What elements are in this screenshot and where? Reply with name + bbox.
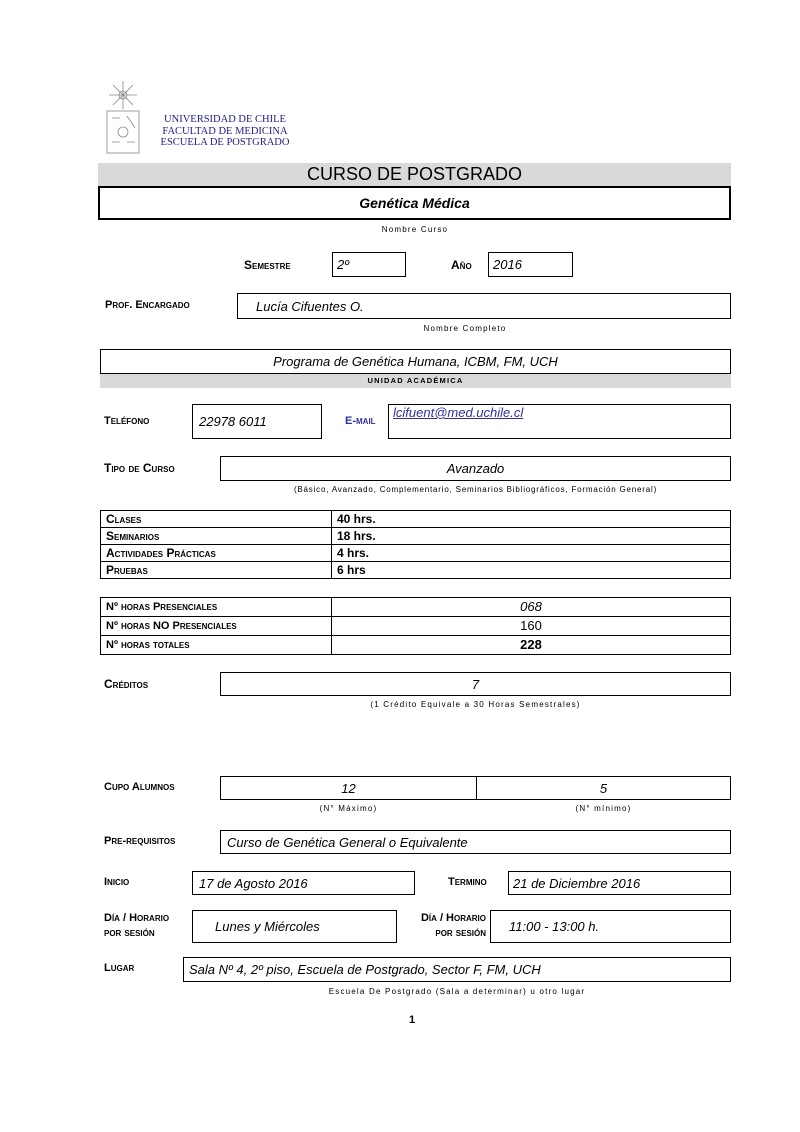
credits-field[interactable]: 7 xyxy=(220,672,731,696)
hours-value[interactable]: 4 hrs. xyxy=(332,545,731,562)
course-name-caption: Nombre Curso xyxy=(381,225,449,234)
table-row xyxy=(101,562,731,579)
schedule-label-line1: Día / Horario xyxy=(104,912,170,924)
totals-value[interactable]: 068 xyxy=(332,598,731,617)
phone-field[interactable]: 22978 6011 xyxy=(192,404,322,439)
place-caption: Escuela De Postgrado (Sala a determinar) u otro lugar xyxy=(328,987,586,996)
semester-field[interactable]: 2º xyxy=(332,252,406,277)
schedule-hours-field[interactable]: 11:00 - 13:00 h. xyxy=(490,910,731,943)
table-row xyxy=(101,636,731,655)
hours-label: Clases xyxy=(101,511,332,528)
school-name: ESCUELA DE POSTGRADO xyxy=(160,137,290,148)
institution-header xyxy=(150,114,300,149)
course-name-field[interactable]: Genética Médica xyxy=(98,186,731,220)
end-date-field[interactable]: 21 de Diciembre 2016 xyxy=(508,871,731,895)
professor-field[interactable]: Lucía Cifuentes O. xyxy=(237,293,731,319)
hours-label: Seminarios xyxy=(101,528,332,545)
start-date-field[interactable]: 17 de Agosto 2016 xyxy=(192,871,415,895)
place-label: Lugar xyxy=(104,962,135,974)
year-field[interactable]: 2016 xyxy=(488,252,573,277)
quota-min-caption: (N° mínimo) xyxy=(575,804,632,813)
faculty-name: FACULTAD DE MEDICINA xyxy=(162,125,288,137)
table-row xyxy=(101,617,731,636)
hours-totals-table xyxy=(100,597,731,655)
schedule-hours-label xyxy=(400,911,486,941)
hours-value[interactable]: 40 hrs. xyxy=(332,511,731,528)
totals-value[interactable]: 228 xyxy=(332,636,731,655)
academic-unit-caption: UNIDAD ACADÉMICA xyxy=(100,374,731,388)
email-label: E-mail xyxy=(345,415,376,427)
hours-label: Actividades Prácticas xyxy=(101,545,332,562)
course-type-field[interactable]: Avanzado xyxy=(220,456,731,481)
hours-label: Pruebas xyxy=(101,562,332,579)
year-label: Año xyxy=(451,258,472,272)
schedule-days-field[interactable]: Lunes y Miércoles xyxy=(192,910,397,943)
quota-min-field[interactable]: 5 xyxy=(476,776,731,800)
quota-max-field[interactable]: 12 xyxy=(220,776,477,800)
email-link[interactable]: lcifuent@med.uchile.cl xyxy=(393,405,524,420)
place-field[interactable]: Sala Nº 4, 2º piso, Escuela de Postgrado, Sector F, FM, UCH xyxy=(183,957,731,982)
professor-caption: Nombre Completo xyxy=(423,324,507,333)
page-number: 1 xyxy=(408,1014,416,1026)
hours-value[interactable]: 18 hrs. xyxy=(332,528,731,545)
quota-max-caption: (N° Máximo) xyxy=(319,804,378,813)
hours-breakdown-table xyxy=(100,510,731,579)
totals-label: Nº horas totales xyxy=(101,636,332,655)
totals-label: Nº horas Presenciales xyxy=(101,598,332,617)
phone-label: Teléfono xyxy=(104,415,150,427)
academic-unit-field[interactable]: Programa de Genética Humana, ICBM, FM, UCH xyxy=(100,349,731,374)
professor-label: Prof. Encargado xyxy=(105,299,190,311)
credits-caption: (1 Crédito Equivale a 30 Horas Semestrales) xyxy=(370,700,581,709)
credits-label: Créditos xyxy=(104,677,149,691)
table-row xyxy=(101,511,731,528)
table-row xyxy=(101,598,731,617)
schedule-label-line2: por sesión xyxy=(104,927,155,939)
email-field[interactable] xyxy=(388,404,731,439)
totals-label: Nº horas NO Presenciales xyxy=(101,617,332,636)
totals-value[interactable]: 160 xyxy=(332,617,731,636)
quota-label: Cupo Alumnos xyxy=(104,781,175,793)
schedule-days-label xyxy=(104,911,169,941)
prereq-label: Pre-requisitos xyxy=(104,835,176,847)
university-name: UNIVERSIDAD DE CHILE xyxy=(164,114,286,125)
end-date-label: Termino xyxy=(448,876,487,888)
course-type-caption: (Básico, Avanzado, Complementario, Seminarios Bibliográficos, Formación General) xyxy=(293,485,658,494)
schedule-label-line1: Día / Horario xyxy=(420,912,486,924)
course-type-label: Tipo de Curso xyxy=(104,461,175,475)
semester-label: Semestre xyxy=(244,258,291,272)
table-row xyxy=(101,528,731,545)
schedule-label-line2: por sesión xyxy=(435,927,486,939)
university-seal-logo xyxy=(104,78,142,156)
prereq-field[interactable]: Curso de Genética General o Equivalente xyxy=(220,830,731,854)
page-title: CURSO DE POSTGRADO xyxy=(98,163,731,186)
start-date-label: Inicio xyxy=(104,876,130,888)
table-row xyxy=(101,545,731,562)
hours-value[interactable]: 6 hrs xyxy=(332,562,731,579)
